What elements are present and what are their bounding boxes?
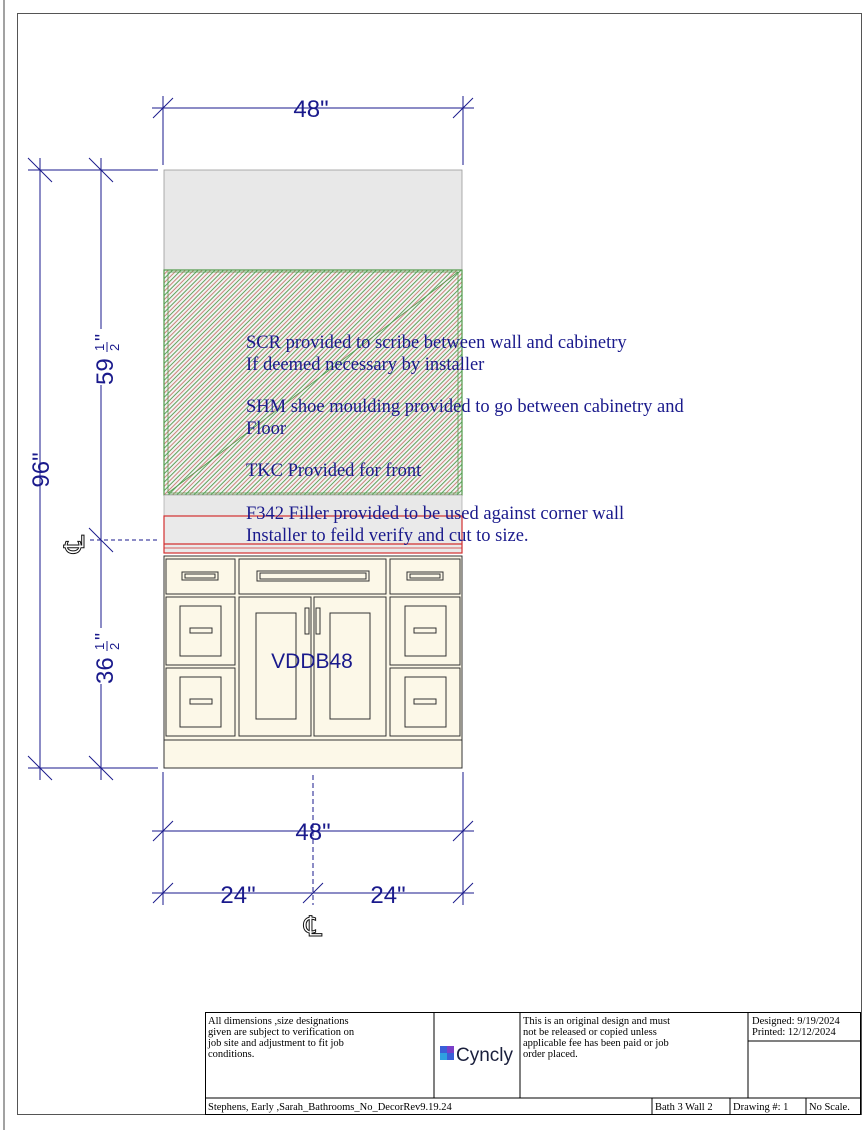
svg-text:": ": [92, 333, 114, 341]
designed-date: Designed: 9/19/2024: [752, 1016, 840, 1027]
right-half-dimension: 24": [370, 882, 406, 909]
svg-text:36: 36: [92, 657, 119, 684]
drawing-number: Drawing #: 1: [733, 1102, 789, 1113]
lower-height-dimension: [92, 628, 122, 684]
svg-text:1: 1: [92, 642, 107, 650]
note-line: Installer to feild verify and cut to size.: [246, 526, 529, 546]
centerline-symbol-bottom: ℄: [304, 910, 322, 943]
svg-text:not be released or copied unle: not be released or copied unless: [523, 1027, 657, 1038]
svg-text:conditions.: conditions.: [208, 1049, 255, 1060]
printed-date: Printed: 12/12/2024: [752, 1027, 836, 1038]
note-line: If deemed necessary by installer: [246, 355, 485, 375]
logo-text: Cyncly: [456, 1045, 514, 1066]
cabinet-label: VDDB48: [271, 650, 353, 673]
svg-text:applicable fee has been paid o: applicable fee has been paid or job: [523, 1038, 669, 1049]
note-line: Floor: [246, 419, 287, 439]
svg-text:order placed.: order placed.: [523, 1049, 578, 1060]
note-line: SCR provided to scribe between wall and cabinetry: [246, 333, 627, 353]
wall-area: [164, 170, 462, 270]
upper-height-dimension: [92, 329, 122, 385]
svg-text:job site and adjustment to fit: job site and adjustment to fit job: [208, 1038, 344, 1049]
svg-text:2: 2: [107, 343, 122, 351]
top-width-dimension: 48": [293, 96, 329, 123]
svg-text:": ": [92, 632, 114, 640]
wall-name: Bath 3 Wall 2: [655, 1102, 713, 1113]
svg-text:59: 59: [92, 358, 119, 385]
note-line: F342 Filler provided to be used against corner wall: [246, 504, 625, 524]
svg-text:All dimensions ,size designati: All dimensions ,size designations: [208, 1016, 349, 1027]
svg-text:given are subject to verificat: given are subject to verification on: [208, 1027, 355, 1038]
centerline-symbol-left: ℄: [58, 535, 91, 553]
bottom-width-dimension: 48": [295, 819, 331, 846]
note-line: TKC Provided for front: [246, 461, 422, 481]
scale-note: No Scale.: [809, 1102, 850, 1113]
svg-text:2: 2: [107, 642, 122, 650]
svg-text:This is an original design and: This is an original design and must: [523, 1016, 670, 1027]
note-line: SHM shoe moulding provided to go between cabinetry and: [246, 397, 684, 417]
total-height-dimension: 96": [28, 452, 55, 488]
left-half-dimension: 24": [220, 882, 256, 909]
project-name: Stephens, Early ,Sarah_Bathrooms_No_DecorRev9.19.24: [208, 1102, 452, 1113]
svg-text:1: 1: [92, 343, 107, 351]
